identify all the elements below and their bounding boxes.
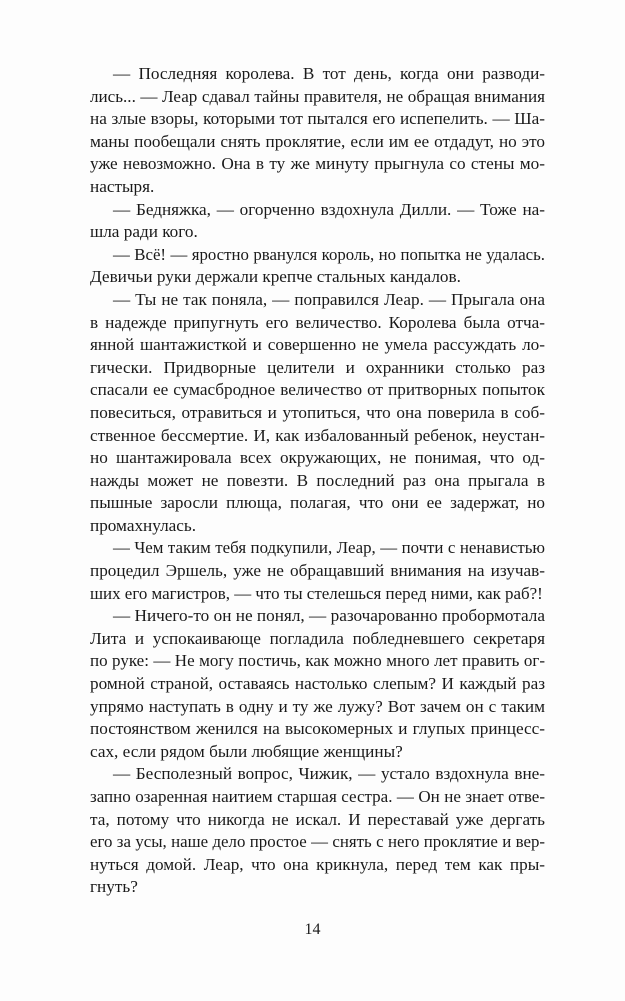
text-line: нажды может не повезти. В последний раз она прыгала в [90,470,545,490]
text-line: ших его магистров, — что ты стелешься перед ними, как раб?! [90,583,543,603]
text-line: Девичьи руки держали крепче стальных кандалов. [90,267,461,287]
body-text [90,63,545,899]
text-line: маны пообещали снять проклятие, если им ее отдадут, но это [90,131,545,151]
text-line: упрямо наступать в одну и ту же лужу? Вот зачем он с таким [90,696,545,716]
text-line: повеситься, отравиться и утопиться, что она поверила в соб- [90,402,545,422]
text-line: — Всё! — яростно рванулся король, но попытка не удалась. [113,244,545,264]
text-line: лись... — Леар сдавал тайны правителя, не обращая внимания [90,86,545,106]
text-line: но шантажировала всех окружающих, не понимая, что од- [90,448,545,468]
text-line: — Бесполезный вопрос, Чижик, — устало вздохнула вне- [113,764,545,784]
text-line: — Чем таким тебя подкупили, Леар, — почти с ненавистью [113,538,545,558]
text-line: та, потому что никогда не искал. И переставай уже дергать [90,809,545,829]
text-line: постоянством женился на высокомерных и глупых принцесс- [90,719,545,739]
text-line: нуться домой. Леар, что она крикнула, перед тем как пры- [90,854,545,874]
text-line: настыря. [90,176,155,196]
text-line: — Ничего-то он не понял, — разочарованно пробормотала [113,606,545,626]
text-line: пышные заросли плюща, полагая, что они ее задержат, но [90,493,545,513]
text-line: ственное бессмертие. И, как избалованный ребенок, неустан- [90,425,545,445]
text-line: уже невозможно. Она в ту же минуту прыгнула со стены мо- [90,154,545,174]
text-line: по руке: — Не могу постичь, как можно много лет править ог- [90,651,545,671]
page-number: 14 [304,921,321,938]
text-line: запно озаренная наитием старшая сестра. — Он не знает отве- [90,787,545,806]
text-line: процедил Эршель, уже не обращавший внимания на изучав- [90,561,545,581]
text-line: гически. Придворные целители и охранники столько раз [90,357,545,377]
text-line: Лита и успокаивающе погладила побледневшего секретаря [90,628,545,648]
text-line: на злые взоры, которыми тот пытался его испепелить. — Ша- [90,109,545,129]
text-line: промахнулась. [90,515,197,535]
text-line: сах, если рядом были любящие женщины? [90,741,403,761]
text-line: ромной страной, оставаясь настолько слепым? И каждый раз [90,674,545,694]
text-line: спасали ее сумасбродное величество от притворных попыток [90,380,545,400]
text-line: гнуть? [90,877,138,897]
text-line: — Ты не так поняла, — поправился Леар. — Прыгала она [113,289,545,309]
text-line: — Последняя королева. В тот день, когда они разводи- [113,64,545,83]
text-line: — Бедняжка, — огорченно вздохнула Дилли. — Тоже на- [113,199,545,219]
text-line: в надежде припугнуть его величество. Королева была отча- [90,312,545,332]
text-line: янной шантажисткой и совершенно не умела рассуждать ло- [90,335,545,355]
text-line: его за усы, наше дело простое — снять с него проклятие и вер- [90,832,545,852]
text-line: шла ради кого. [90,222,198,242]
